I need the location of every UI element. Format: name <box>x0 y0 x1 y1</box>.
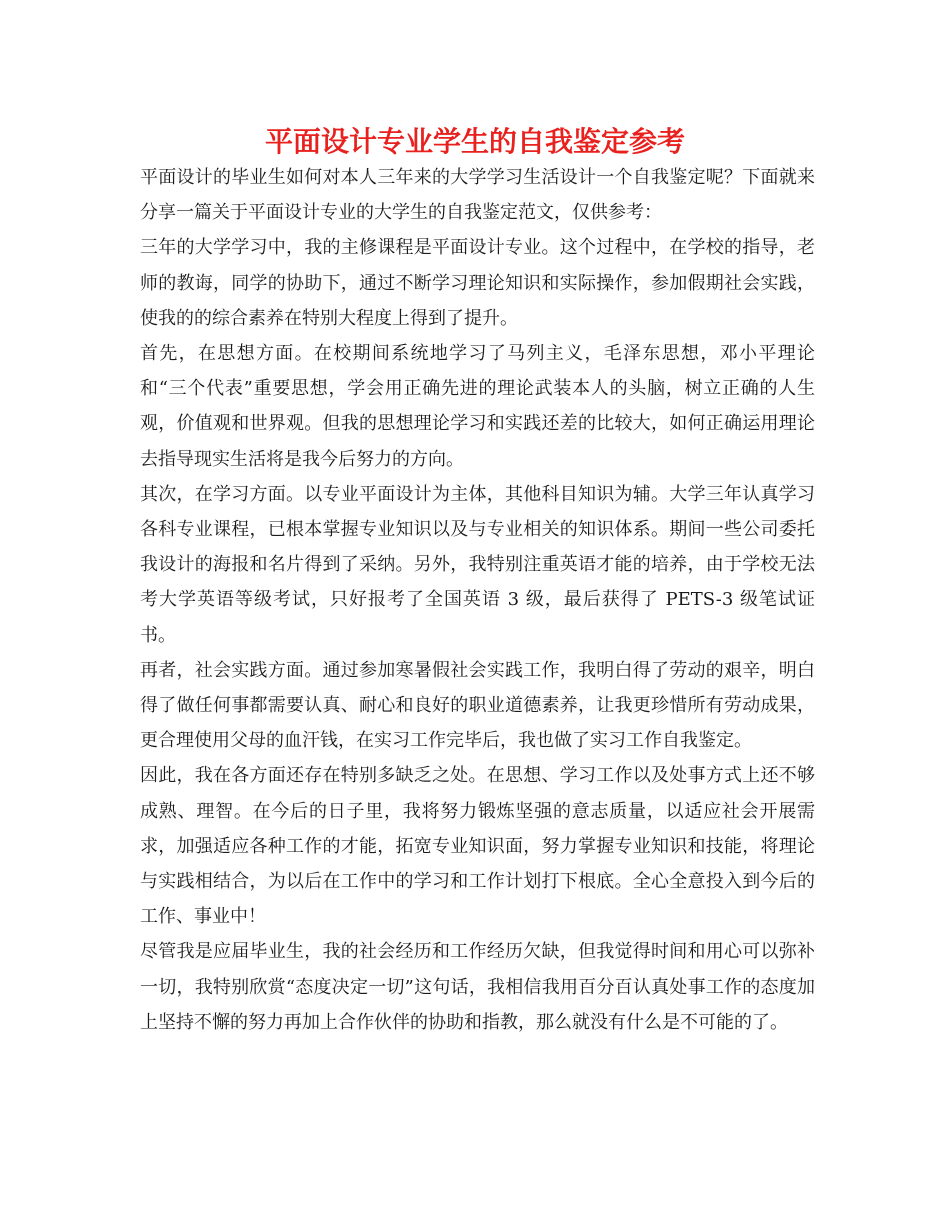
paragraph-study: 其次，在学习方面。以专业平面设计为主体，其他科目知识为辅。大学三年认真学习各科专业课程，已根本掌握专业知识以及与专业相关的知识体系。期间一些公司委托我设计的海报和名片得到了采纳。另外，我特别注重英语才能的培养，由于学校无法考大学英语等级考试，只好报考了全国英语 3 级，最后获得了 PETS-3 级笔试证书。 <box>140 483 815 646</box>
document-title: 平面设计专业学生的自我鉴定参考 <box>264 125 685 158</box>
paragraph-intro: 平面设计的毕业生如何对本人三年来的大学学习生活设计一个自我鉴定呢？下面就来分享一篇关于平面设计专业的大学生的自我鉴定范文，仅供参考： <box>140 167 815 224</box>
document-body <box>140 160 815 1040</box>
paragraph-practice: 再者，社会实践方面。通过参加寒暑假社会实践工作，我明白得了劳动的艰辛，明白得了做任何事都需要认真、耐心和良好的职业道德素养，让我更珍惜所有劳动成果，更合理使用父母的血汗钱，在实习工作完毕后，我也做了实习工作自我鉴定。 <box>140 659 815 752</box>
paragraph-shortcomings: 因此，我在各方面还存在特别多缺乏之处。在思想、学习工作以及处事方式上还不够成熟、理智。在今后的日子里，我将努力锻炼坚强的意志质量，以适应社会开展需求，加强适应各种工作的才能，拓宽专业知识面，努力掌握专业知识和技能，将理论与实践相结合，为以后在工作中的学习和工作计划打下根底。全心全意投入到今后的工作、事业中！ <box>140 765 815 928</box>
paragraph-thought: 首先，在思想方面。在校期间系统地学习了马列主义，毛泽东思想，邓小平理论和“三个代表”重要思想，学会用正确先进的理论武装本人的头脑，树立正确的人生观，价值观和世界观。但我的思想理论学习和实践还差的比较大，如何正确运用理论去指导现实生活将是我今后努力的方向。 <box>140 343 815 470</box>
paragraph-overview: 三年的大学学习中，我的主修课程是平面设计专业。这个过程中，在学校的指导，老师的教诲，同学的协助下，通过不断学习理论知识和实际操作，参加假期社会实践，使我的的综合素养在特别大程度上得到了提升。 <box>140 237 815 329</box>
paragraph-conclusion: 尽管我是应届毕业生，我的社会经历和工作经历欠缺，但我觉得时间和用心可以弥补一切，我特别欣赏“态度决定一切”这句话，我相信我用百分百认真处事工作的态度加上坚持不懈的努力再加上合作伙伴的协助和指教，那么就没有什么是不可能的了。 <box>140 941 815 1033</box>
